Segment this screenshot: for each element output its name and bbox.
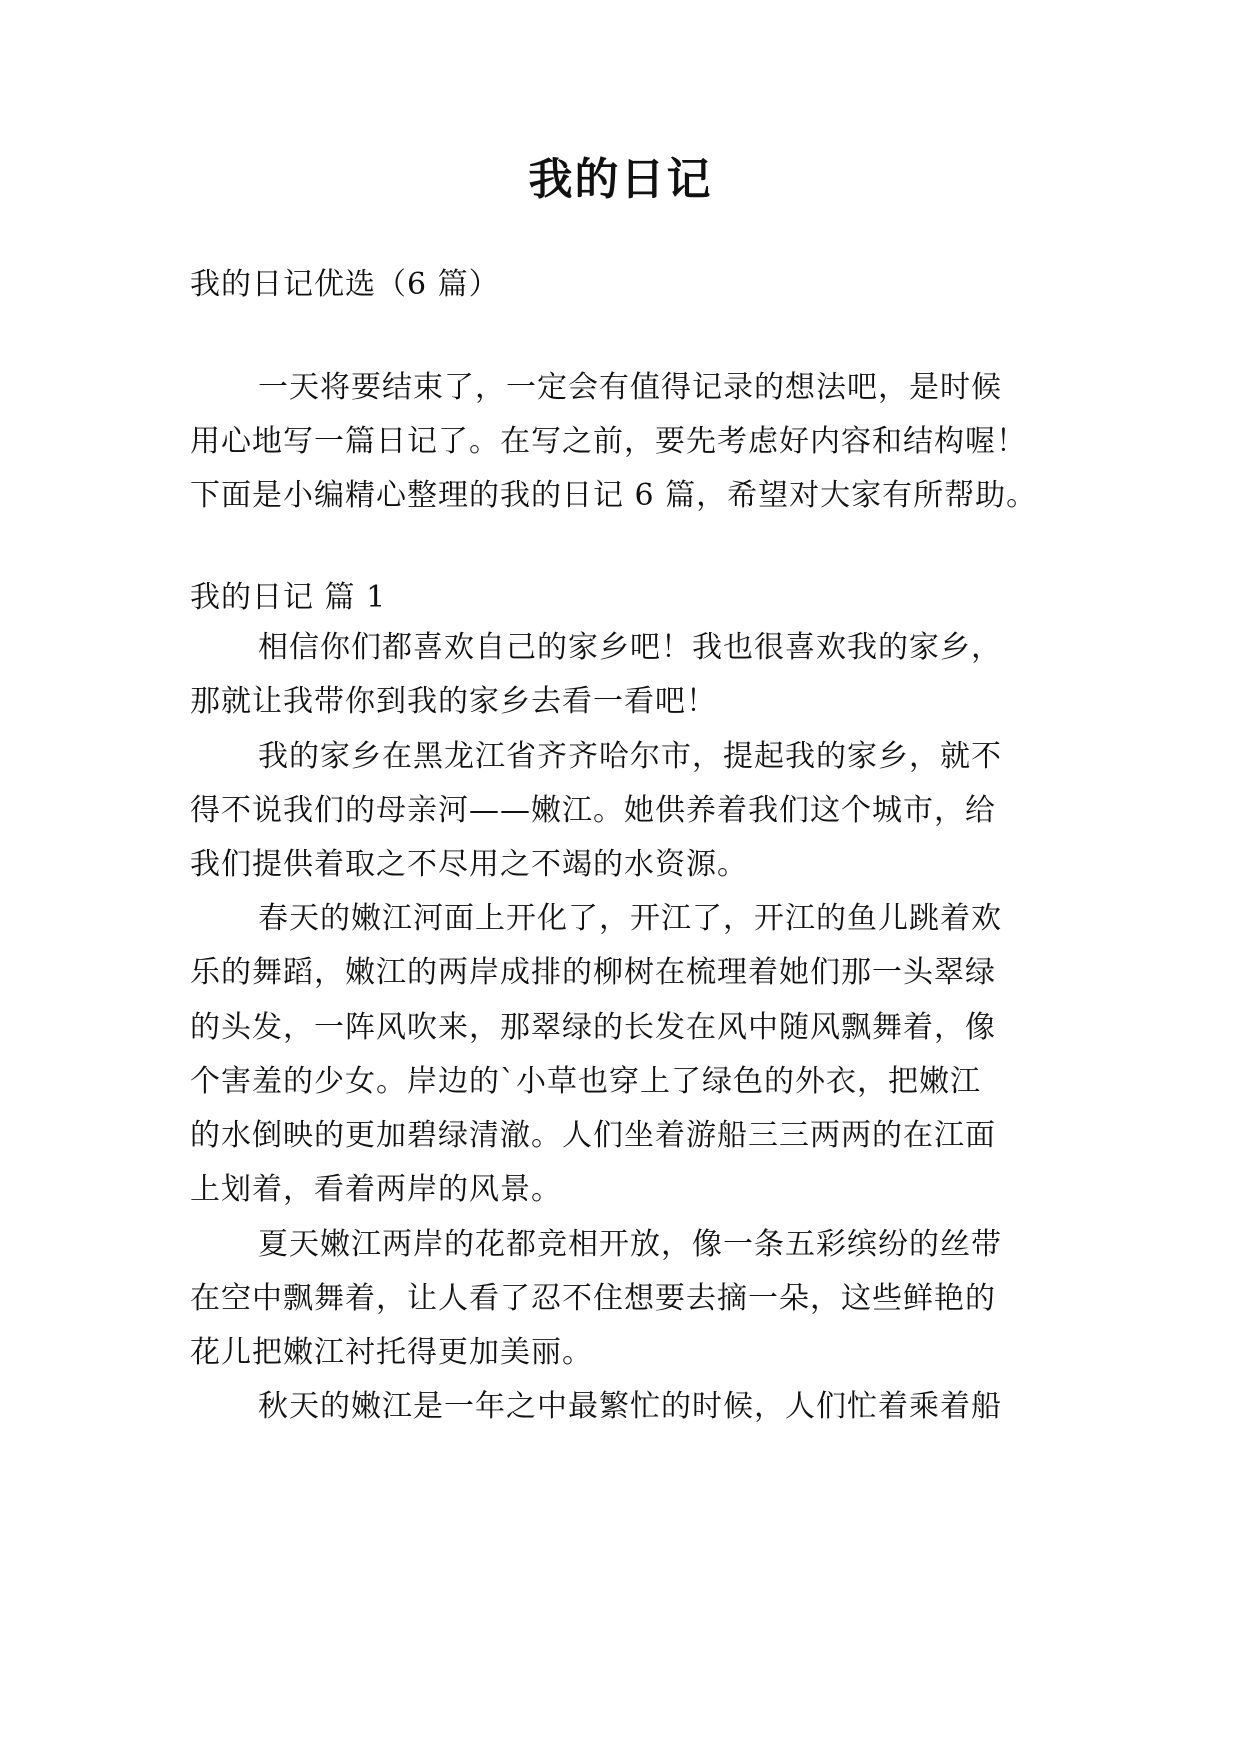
intro-line: 一天将要结束了，一定会有值得记录的想法吧，是时候 <box>258 370 1002 405</box>
document-title: 我的日记 <box>528 154 713 205</box>
body-line: 那就让我带你到我的家乡去看一看吧！ <box>190 684 717 719</box>
body-line: 夏天嫩江两岸的花都竞相开放，像一条五彩缤纷的丝带 <box>258 1227 1002 1262</box>
body-line: 花儿把嫩江衬托得更加美丽。 <box>190 1335 593 1370</box>
section-heading: 我的日记 篇 1 <box>190 580 387 615</box>
body-line: 在空中飘舞着，让人看了忍不住想要去摘一朵，这些鲜艳的 <box>190 1281 996 1316</box>
intro-line: 下面是小编精心整理的我的日记 6 篇，希望对大家有所帮助。 <box>190 478 1038 513</box>
body-line: 乐的舞蹈，嫩江的两岸成排的柳树在梳理着她们那一头翠绿 <box>190 955 996 990</box>
body-line: 的头发，一阵风吹来，那翠绿的长发在风中随风飘舞着，像 <box>190 1010 996 1045</box>
body-line: 上划着，看着两岸的风景。 <box>190 1172 562 1207</box>
body-line: 我的家乡在黑龙江省齐齐哈尔市，提起我的家乡，就不 <box>258 739 1002 774</box>
body-line: 个害羞的少女。岸边的`小草也穿上了绿色的外衣，把嫩江 <box>190 1064 981 1099</box>
body-line: 相信你们都喜欢自己的家乡吧！我也很喜欢我的家乡， <box>258 630 1002 665</box>
body-line: 我们提供着取之不尽用之不竭的水资源。 <box>190 847 748 882</box>
body-line: 春天的嫩江河面上开化了，开江了，开江的鱼儿跳着欢 <box>258 901 1002 936</box>
body-line: 秋天的嫩江是一年之中最繁忙的时候，人们忙着乘着船 <box>258 1389 1002 1424</box>
body-line: 得不说我们的母亲河——嫩江。她供养着我们这个城市，给 <box>190 793 996 828</box>
body-line: 的水倒映的更加碧绿清澈。人们坐着游船三三两两的在江面 <box>190 1118 996 1153</box>
intro-line: 用心地写一篇日记了。在写之前，要先考虑好内容和结构喔！ <box>190 424 1027 459</box>
document-subtitle: 我的日记优选（6 篇） <box>190 267 500 302</box>
